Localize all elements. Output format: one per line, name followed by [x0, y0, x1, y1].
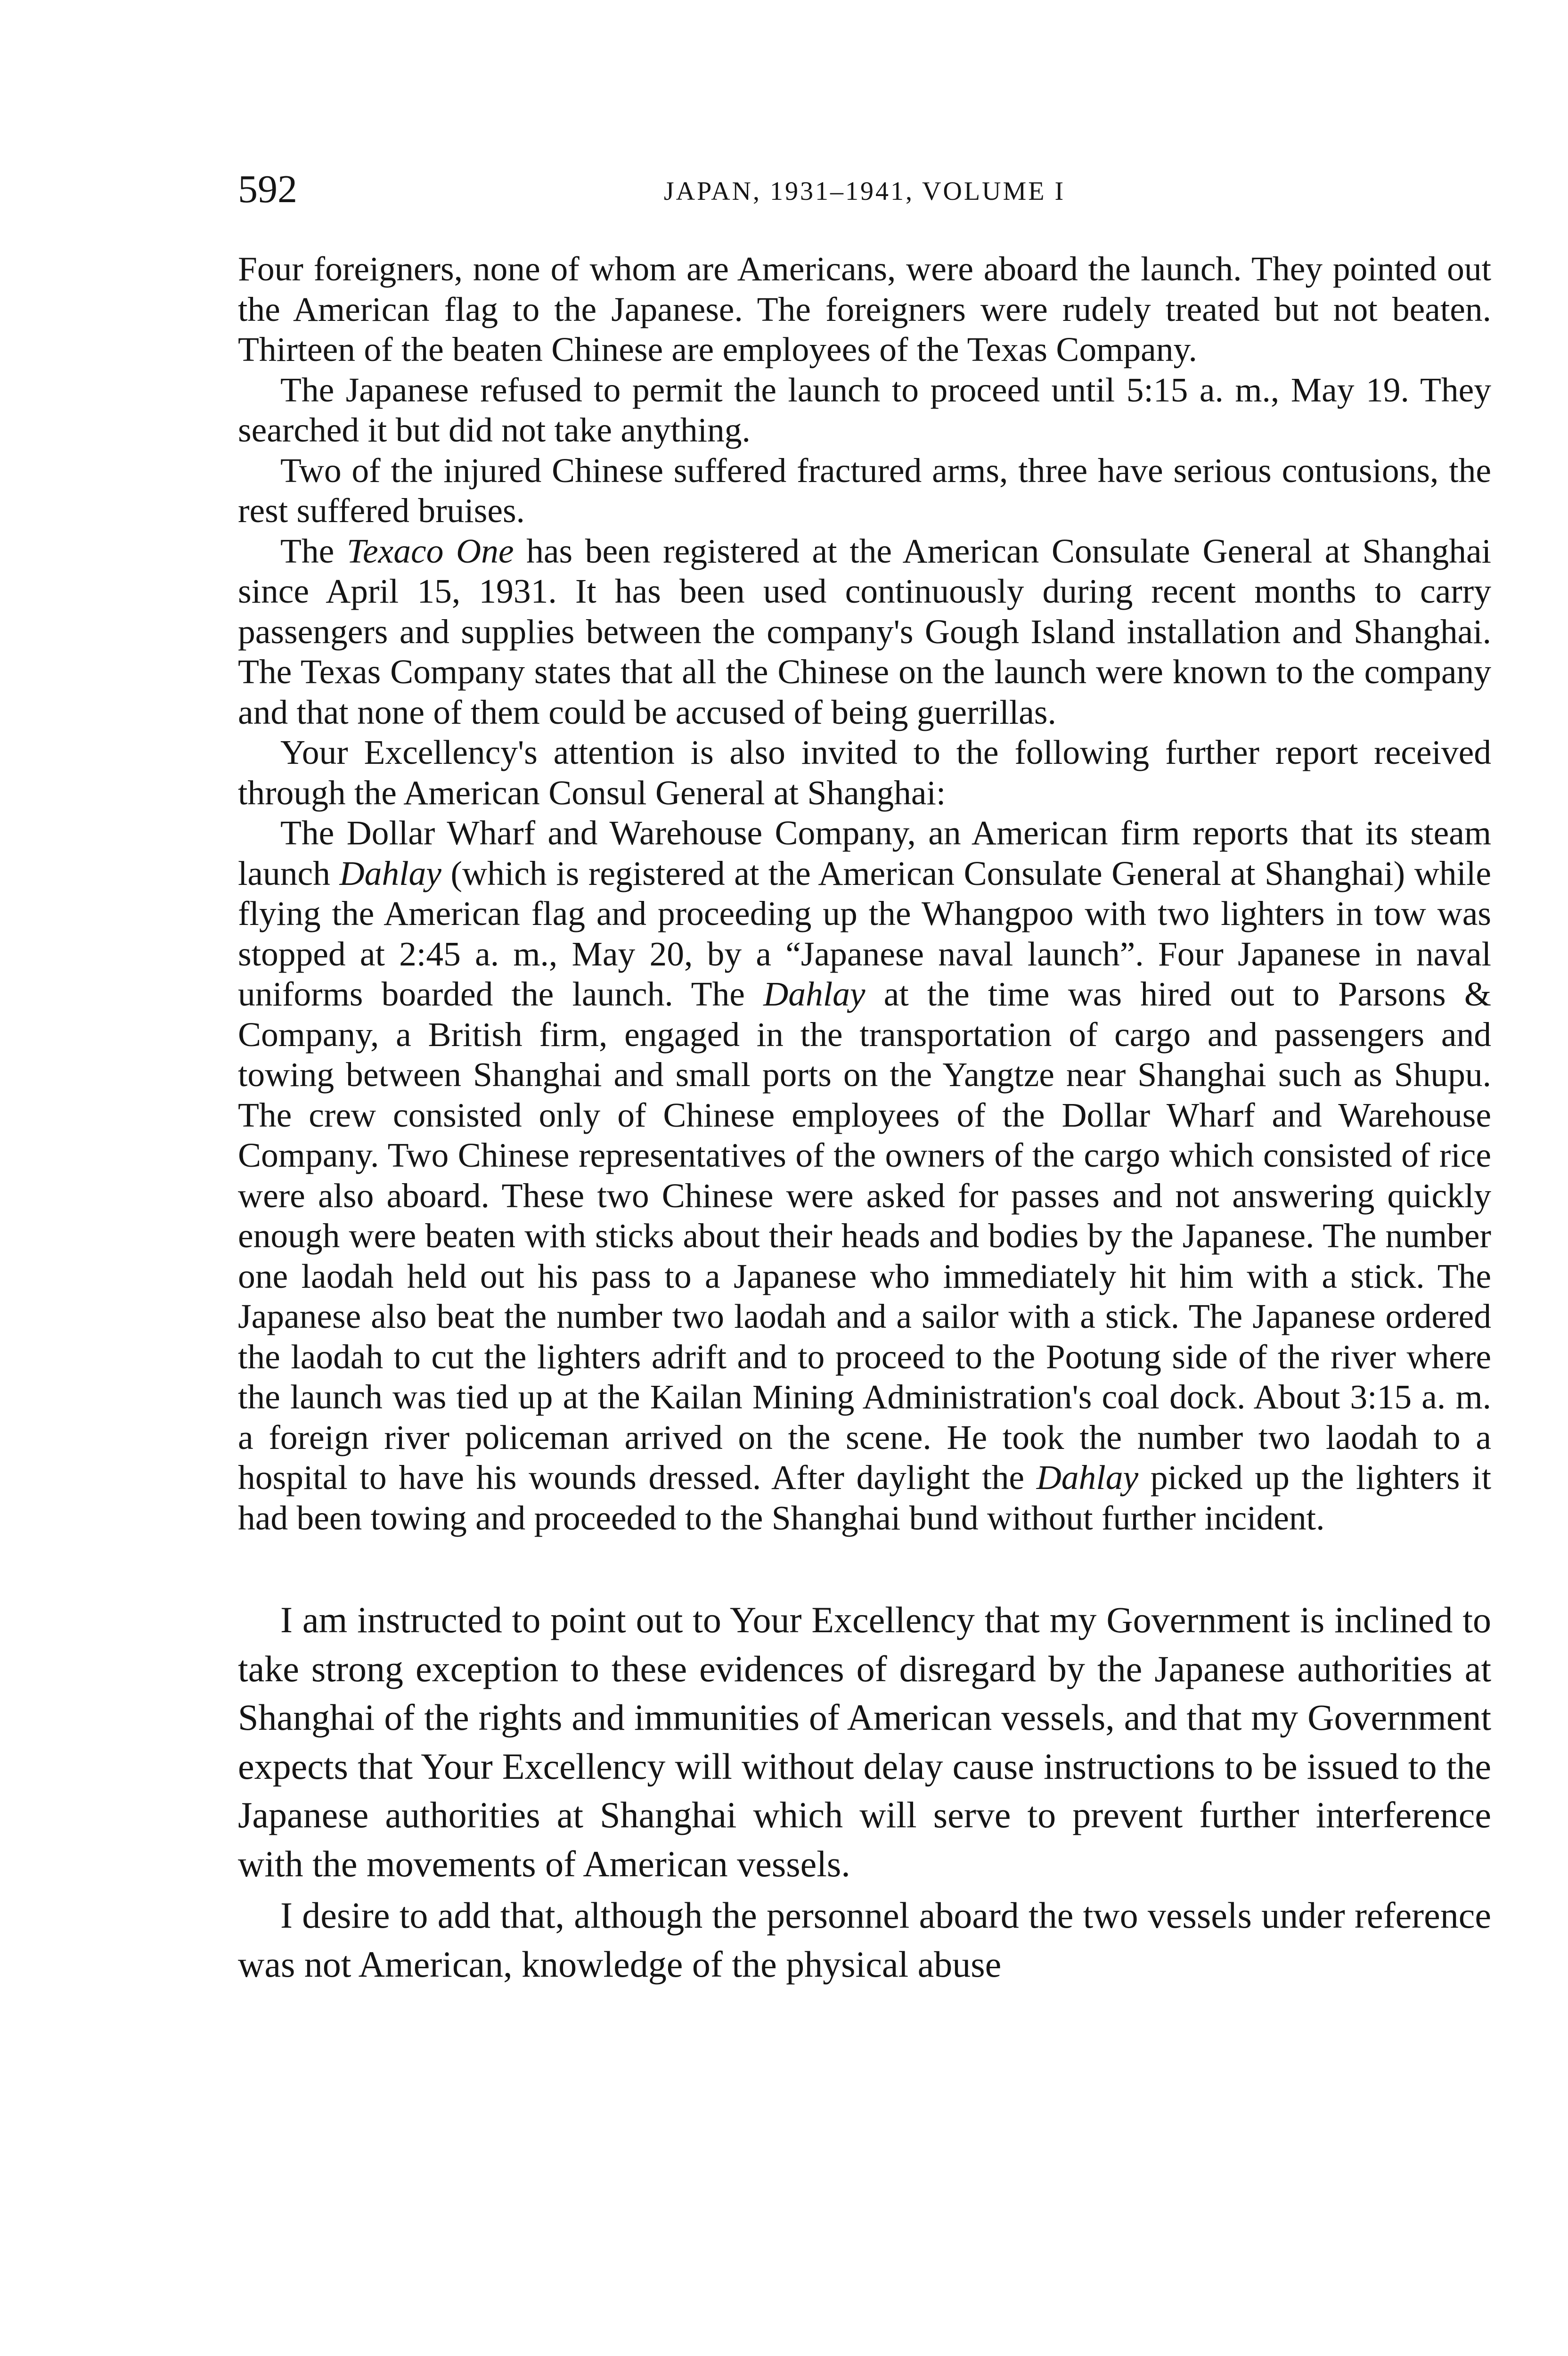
running-head: JAPAN, 1931–1941, VOLUME I [663, 177, 1066, 206]
quoted-paragraph-foreigners [238, 249, 1491, 370]
quoted-paragraph-texaco [238, 531, 1491, 733]
page-header [238, 166, 1491, 218]
vessel-name: Dahlay [763, 975, 866, 1013]
paragraph-text: has been registered at the American Consulate General at Shanghai since April 15, 1931. It has been used continuously during recent months to carry passengers and supplies between the company's Gough Island installation and Shanghai. The Texas Company states that all the Chinese on the launch were known to the company and that none of them could be accused of being guerrillas. [238, 532, 1491, 731]
paragraph-text: I desire to add that, although the personnel aboard the two vessels under reference was not American, knowledge of the physical abuse [238, 1895, 1491, 1985]
paragraph-text: (which is registered at the American Consulate General at Shanghai) while flying the American flag and proceeding up the Whangpoo with two lighters in tow was stopped at 2:45 a. m., May 20, by a “Japanese naval launch”. Four Japanese in naval uniforms boarded the launch. The [238, 854, 1491, 1013]
paragraph-text: The Dollar Wharf and Warehouse Company, an American firm reports that its steam launch [238, 814, 1491, 892]
paragraph-text: Four foreigners, none of whom are Americans, were aboard the launch. They pointed out the American flag to the Japanese. The foreigners were rudely treated but not beaten. Thirteen of the beaten Chinese are employees of the Texas Company. [238, 250, 1491, 368]
vessel-name: Texaco One [346, 532, 514, 570]
paragraph-instructed [238, 1595, 1491, 1888]
page-number: 592 [238, 167, 297, 211]
paragraph-text: Two of the injured Chinese suffered fractured arms, three have serious contusions, the rest suffered bruises. [238, 451, 1491, 530]
paragraph-text: I am instructed to point out to Your Excellency that my Government is inclined to take strong exception to these evidences of disregard by the Japanese authorities at Shanghai of the rights and immunities of American vessels, and that my Government expects that Your Excellency will without delay cause instructions to be issued to the Japanese authorities at Shanghai which will serve to prevent further interference with the movements of American vessels. [238, 1599, 1491, 1884]
paragraph-desire [238, 1891, 1491, 1988]
paragraph-text: at the time was hired out to Parsons & Company, a British firm, engaged in the transportation of cargo and passengers and towing between Shanghai and small ports on the Yangtze near Shanghai such as Shupu. The crew consisted only of Chinese employees of the Dollar Wharf and Warehouse Company. Two Chinese representatives of the owners of the cargo which consisted of rice were also aboard. These two Chinese were asked for passes and not answering quickly enough were beaten with sticks about their heads and bodies by the Japanese. The number one laodah held out his pass to a Japanese who immediately hit him with a stick. The Japanese also beat the number two laodah and a sailor with a stick. The Japanese ordered the laodah to cut the lighters adrift and to proceed to the Pootung side of the river where the launch was tied up at the Kailan Mining Administration's coal dock. About 3:15 a. m. a foreign river policeman arrived on the scene. He took the number two laodah to a hospital to have his wounds dressed. After daylight the [238, 975, 1491, 1497]
vessel-name: Dahlay [1036, 1458, 1139, 1497]
paragraph-text: The [280, 532, 347, 570]
quoted-paragraph-injured [238, 450, 1491, 531]
paragraph-text: The Japanese refused to permit the launch to proceed until 5:15 a. m., May 19. They searched it but did not take anything. [238, 370, 1491, 449]
paragraph-text: Your Excellency's attention is also invited to the following further report received through the American Consul General at Shanghai: [238, 733, 1491, 812]
vessel-name: Dahlay [339, 854, 441, 892]
page-body [238, 249, 1491, 1988]
quoted-paragraph-refused [238, 370, 1491, 450]
paragraph-attention [238, 732, 1491, 813]
quoted-paragraph-dahlay [238, 813, 1491, 1538]
paragraph-text: picked up the lighters it had been towing and proceeded to the Shanghai bund without further incident. [238, 1458, 1491, 1537]
